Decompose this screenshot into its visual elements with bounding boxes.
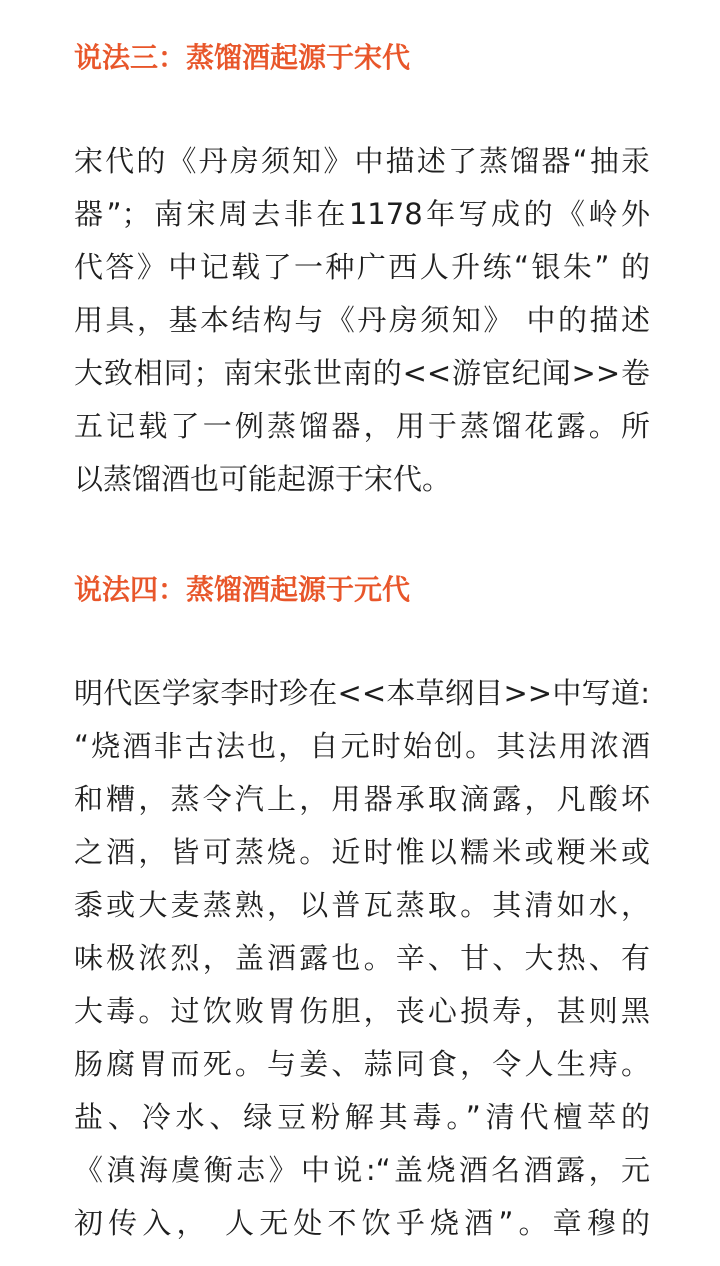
text-line: 大致相同；南宋张世南的<<游宦纪闻>>卷	[74, 356, 650, 390]
text-line: 用具，基本结构与《丹房须知》 中的描述	[74, 303, 650, 337]
section-heading-yuan-dynasty: 说法四：蒸馏酒起源于元代	[74, 573, 411, 606]
text-line: 以蒸馏酒也可能起源于宋代。	[74, 462, 452, 496]
text-line: 代答》中记载了一种广西人升练“银朱” 的	[74, 250, 650, 284]
text-line: 宋代的《丹房须知》中描述了蒸馏器“抽汞	[74, 144, 650, 178]
text-line: 大毒。过饮败胃伤胆，丧心损寿，甚则黑	[74, 994, 650, 1028]
text-line: 和糟，蒸令汽上，用器承取滴露，凡酸坏	[74, 782, 650, 816]
text-line: 肠腐胃而死。与姜、蒜同食，令人生痔。	[74, 1047, 650, 1081]
section-heading-song-dynasty: 说法三：蒸馏酒起源于宋代	[74, 41, 411, 74]
text-line: 五记载了一例蒸馏器，用于蒸馏花露。所	[74, 409, 650, 443]
text-line: 盐、冷水、绿豆粉解其毒。”清代檀萃的	[74, 1100, 650, 1134]
text-line: “烧酒非古法也，自元时始创。其法用浓酒	[74, 729, 650, 763]
text-line: 初传入， 人无处不饮乎烧酒”。章穆的	[74, 1206, 650, 1240]
text-line: 器”；南宋周去非在1178年写成的《岭外	[74, 197, 650, 231]
text-line: 黍或大麦蒸熟，以普瓦蒸取。其清如水，	[74, 888, 650, 922]
text-line: 明代医学家李时珍在<<本草纲目>>中写道:	[74, 676, 650, 710]
text-line: 之酒，皆可蒸烧。近时惟以糯米或粳米或	[74, 835, 650, 869]
text-line: 味极浓烈，盖酒露也。辛、甘、大热、有	[74, 941, 650, 975]
text-line: 《滇海虞衡志》中说:“盖烧酒名酒露，元	[74, 1153, 650, 1187]
paragraph-yuan-dynasty	[74, 667, 650, 1250]
paragraph-song-dynasty	[74, 135, 650, 506]
